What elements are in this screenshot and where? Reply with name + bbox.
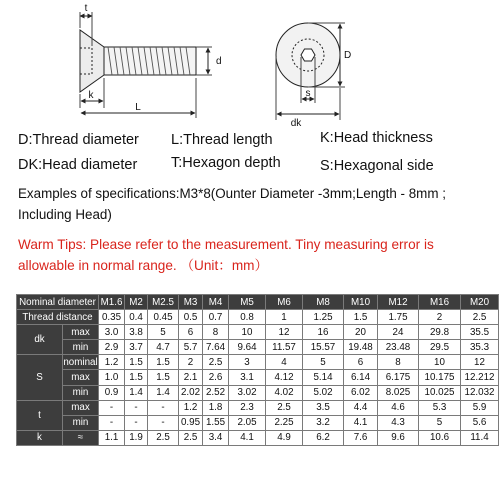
dk-min-value-6: 11.57 xyxy=(266,340,303,355)
t-min-value-2: - xyxy=(148,415,179,430)
t-min-value-0: - xyxy=(99,415,125,430)
k-value-1: 1.9 xyxy=(125,430,148,445)
dk-max-value-4: 8 xyxy=(203,325,229,340)
thread-distance-value-2: 0.45 xyxy=(148,310,179,325)
dk-min-value-9: 23.48 xyxy=(378,340,419,355)
dk-max-value-2: 5 xyxy=(148,325,179,340)
s-nominal-value-11: 12 xyxy=(461,355,499,370)
dk-max-value-0: 3.0 xyxy=(99,325,125,340)
size-header-6: M6 xyxy=(266,295,303,310)
s-max-value-7: 5.14 xyxy=(303,370,344,385)
dim-label-dk: dk xyxy=(290,118,302,128)
k-value-9: 9.6 xyxy=(378,430,419,445)
table-row-t-max xyxy=(17,400,499,415)
s-min-value-3: 2.02 xyxy=(179,385,203,400)
dk-max-value-6: 12 xyxy=(266,325,303,340)
dim-label-L: L xyxy=(135,102,141,113)
s-nominal-value-7: 5 xyxy=(303,355,344,370)
t-max-value-0: - xyxy=(99,400,125,415)
hex-socket xyxy=(301,49,315,61)
s-nominal-value-1: 1.5 xyxy=(125,355,148,370)
dk-min-value-0: 2.9 xyxy=(99,340,125,355)
k-value-6: 4.9 xyxy=(266,430,303,445)
s-min-value-10: 10.025 xyxy=(419,385,461,400)
t-max-value-8: 4.4 xyxy=(344,400,378,415)
k-value-0: 1.1 xyxy=(99,430,125,445)
s-min-value-2: 1.4 xyxy=(148,385,179,400)
size-header-10: M16 xyxy=(419,295,461,310)
t-max-label: max xyxy=(63,400,99,415)
size-header-7: M8 xyxy=(303,295,344,310)
thread-distance-value-1: 0.4 xyxy=(125,310,148,325)
t-min-value-9: 4.3 xyxy=(378,415,419,430)
thread-distance-value-6: 1 xyxy=(266,310,303,325)
s-min-value-7: 5.02 xyxy=(303,385,344,400)
thread-distance-value-7: 1.25 xyxy=(303,310,344,325)
dk-max-label: max xyxy=(63,325,99,340)
s-max-value-8: 6.14 xyxy=(344,370,378,385)
s-max-label: max xyxy=(63,370,99,385)
s-max-value-0: 1.0 xyxy=(99,370,125,385)
t-min-value-10: 5 xyxy=(419,415,461,430)
t-min-value-7: 3.2 xyxy=(303,415,344,430)
legend-thread-diameter: D:Thread diameter xyxy=(18,132,139,148)
t-max-value-4: 1.8 xyxy=(203,400,229,415)
s-max-value-6: 4.12 xyxy=(266,370,303,385)
dk-max-value-10: 29.8 xyxy=(419,325,461,340)
s-nominal-value-8: 6 xyxy=(344,355,378,370)
dk-min-label: min xyxy=(63,340,99,355)
dk-label: dk xyxy=(17,325,63,355)
s-max-value-9: 6.175 xyxy=(378,370,419,385)
s-min-value-8: 6.02 xyxy=(344,385,378,400)
size-header-3: M3 xyxy=(179,295,203,310)
t-min-value-8: 4.1 xyxy=(344,415,378,430)
s-max-value-11: 12.212 xyxy=(461,370,499,385)
size-header-9: M12 xyxy=(378,295,419,310)
size-header-4: M4 xyxy=(203,295,229,310)
dk-max-value-3: 6 xyxy=(179,325,203,340)
thread-distance-value-5: 0.8 xyxy=(229,310,266,325)
dk-min-value-7: 15.57 xyxy=(303,340,344,355)
s-nominal-value-9: 8 xyxy=(378,355,419,370)
s-min-label: min xyxy=(63,385,99,400)
k-value-5: 4.1 xyxy=(229,430,266,445)
k-value-11: 11.4 xyxy=(461,430,499,445)
table-row-header xyxy=(17,295,499,310)
dk-min-value-1: 3.7 xyxy=(125,340,148,355)
t-max-value-6: 2.5 xyxy=(266,400,303,415)
s-nominal-label: nominal xyxy=(63,355,99,370)
t-max-value-3: 1.2 xyxy=(179,400,203,415)
dk-max-value-9: 24 xyxy=(378,325,419,340)
dk-min-value-5: 9.64 xyxy=(229,340,266,355)
legend-head-thickness: K:Head thickness xyxy=(320,130,433,146)
table-row-thread-distance xyxy=(17,310,499,325)
table-row-k xyxy=(17,430,499,445)
side-view xyxy=(80,12,212,118)
dk-max-value-8: 20 xyxy=(344,325,378,340)
legend-hexagonal-side: S:Hexagonal side xyxy=(320,158,434,174)
t-min-label: min xyxy=(63,415,99,430)
thread-distance-value-10: 2 xyxy=(419,310,461,325)
dk-max-value-11: 35.5 xyxy=(461,325,499,340)
size-header-5: M5 xyxy=(229,295,266,310)
k-value-10: 10.6 xyxy=(419,430,461,445)
dim-label-t: t xyxy=(84,3,88,14)
s-max-value-10: 10.175 xyxy=(419,370,461,385)
dim-label-k: k xyxy=(88,90,94,101)
dk-max-value-5: 10 xyxy=(229,325,266,340)
thread-distance-label: Thread distance xyxy=(17,310,99,325)
thread-distance-value-11: 2.5 xyxy=(461,310,499,325)
s-label: S xyxy=(17,355,63,400)
s-nominal-value-3: 2 xyxy=(179,355,203,370)
table-row-s-nominal xyxy=(17,355,499,370)
s-nominal-value-5: 3 xyxy=(229,355,266,370)
size-header-2: M2.5 xyxy=(148,295,179,310)
end-view xyxy=(276,23,345,120)
s-nominal-value-2: 1.5 xyxy=(148,355,179,370)
t-min-value-11: 5.6 xyxy=(461,415,499,430)
s-max-value-2: 1.5 xyxy=(148,370,179,385)
thread-distance-value-9: 1.75 xyxy=(378,310,419,325)
dim-label-d: d xyxy=(216,56,222,67)
legend-thread-length: L:Thread length xyxy=(171,132,273,148)
s-nominal-value-4: 2.5 xyxy=(203,355,229,370)
thread-distance-value-3: 0.5 xyxy=(179,310,203,325)
warm-tips: Warm Tips: Please refer to the measurement. Tiny measuring error is allowable in normal range. （Unit：mm） xyxy=(18,237,434,273)
dk-min-value-2: 4.7 xyxy=(148,340,179,355)
specification-table xyxy=(16,294,499,446)
nominal-diameter-header: Nominal diameter xyxy=(17,295,99,310)
dim-label-D: D xyxy=(344,50,352,61)
k-value-4: 3.4 xyxy=(203,430,229,445)
dk-min-value-8: 19.48 xyxy=(344,340,378,355)
thread-distance-value-4: 0.7 xyxy=(203,310,229,325)
s-max-value-4: 2.6 xyxy=(203,370,229,385)
table-row-s-min xyxy=(17,385,499,400)
table-row-t-min xyxy=(17,415,499,430)
dk-min-value-3: 5.7 xyxy=(179,340,203,355)
size-header-0: M1.6 xyxy=(99,295,125,310)
t-min-value-1: - xyxy=(125,415,148,430)
t-max-value-9: 4.6 xyxy=(378,400,419,415)
s-max-value-5: 3.1 xyxy=(229,370,266,385)
dk-min-value-4: 7.64 xyxy=(203,340,229,355)
s-min-value-11: 12.032 xyxy=(461,385,499,400)
t-label: t xyxy=(17,400,63,430)
dim-label-s: s xyxy=(305,88,311,99)
s-nominal-value-10: 10 xyxy=(419,355,461,370)
t-max-value-2: - xyxy=(148,400,179,415)
s-min-value-0: 0.9 xyxy=(99,385,125,400)
t-max-value-11: 5.9 xyxy=(461,400,499,415)
size-header-11: M20 xyxy=(461,295,499,310)
k-value-2: 2.5 xyxy=(148,430,179,445)
size-header-1: M2 xyxy=(125,295,148,310)
specification-example: Examples of specifications:M3*8(Ounter Diameter -3mm;Length - 8mm ; Including Head) xyxy=(18,186,446,222)
t-max-value-7: 3.5 xyxy=(303,400,344,415)
legend-head-diameter: DK:Head diameter xyxy=(18,157,138,173)
size-header-8: M10 xyxy=(344,295,378,310)
k-value-3: 2.5 xyxy=(179,430,203,445)
s-min-value-4: 2.52 xyxy=(203,385,229,400)
s-min-value-5: 3.02 xyxy=(229,385,266,400)
k-value-8: 7.6 xyxy=(344,430,378,445)
dk-max-value-1: 3.8 xyxy=(125,325,148,340)
k-approx-label: ≈ xyxy=(63,430,99,445)
table-row-s-max xyxy=(17,370,499,385)
table-row-dk-max xyxy=(17,325,499,340)
k-value-7: 6.2 xyxy=(303,430,344,445)
s-min-value-6: 4.02 xyxy=(266,385,303,400)
screw-technical-drawing xyxy=(0,0,500,128)
s-max-value-3: 2.1 xyxy=(179,370,203,385)
t-min-value-6: 2.25 xyxy=(266,415,303,430)
k-label: k xyxy=(17,430,63,445)
s-min-value-1: 1.4 xyxy=(125,385,148,400)
t-max-value-10: 5.3 xyxy=(419,400,461,415)
dk-max-value-7: 16 xyxy=(303,325,344,340)
dk-min-value-11: 35.3 xyxy=(461,340,499,355)
t-min-value-5: 2.05 xyxy=(229,415,266,430)
t-min-value-3: 0.95 xyxy=(179,415,203,430)
s-min-value-9: 8.025 xyxy=(378,385,419,400)
dk-min-value-10: 29.5 xyxy=(419,340,461,355)
s-nominal-value-6: 4 xyxy=(266,355,303,370)
s-nominal-value-0: 1.2 xyxy=(99,355,125,370)
t-min-value-4: 1.55 xyxy=(203,415,229,430)
t-max-value-1: - xyxy=(125,400,148,415)
t-max-value-5: 2.3 xyxy=(229,400,266,415)
s-max-value-1: 1.5 xyxy=(125,370,148,385)
thread-distance-value-8: 1.5 xyxy=(344,310,378,325)
thread-distance-value-0: 0.35 xyxy=(99,310,125,325)
legend-hexagon-depth: T:Hexagon depth xyxy=(171,155,281,171)
table-row-dk-min xyxy=(17,340,499,355)
